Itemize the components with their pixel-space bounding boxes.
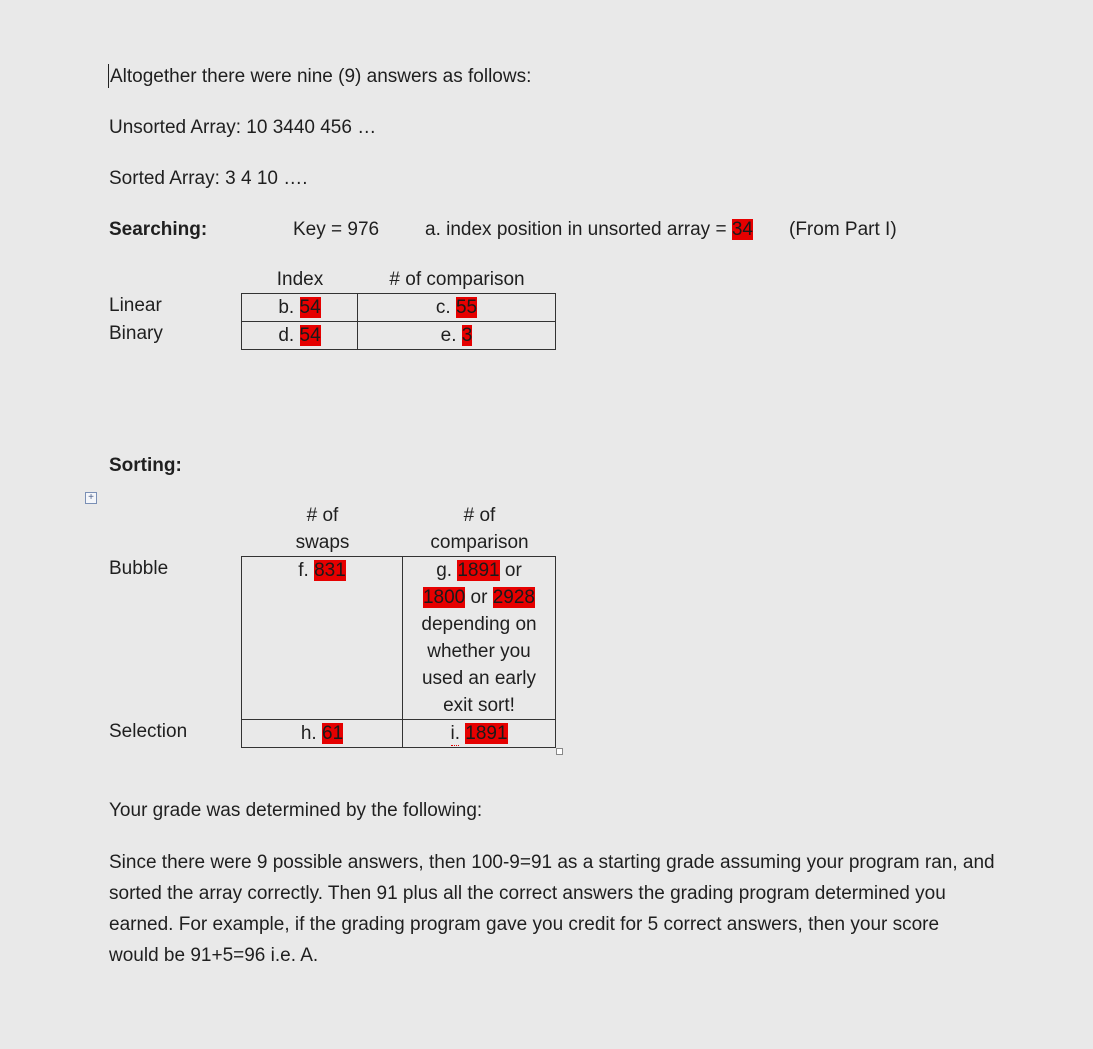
- grade-line-1: Since there were 9 possible answers, then 100-9=91 as a starting grade assuming your program ran, and: [109, 852, 995, 873]
- answer-g-line1: [403, 557, 555, 584]
- answer-g-cell: [403, 557, 556, 720]
- answer-c-prefix: c.: [435, 297, 451, 318]
- spellcheck-squiggle: [451, 742, 459, 746]
- answer-d-prefix: d.: [278, 325, 295, 346]
- answer-f-prefix: f.: [298, 560, 309, 581]
- answer-g-or1: or: [504, 560, 522, 581]
- sorted-array-text: Sorted Array: 3 4 10 ….: [109, 168, 308, 189]
- answer-i-value: 1891: [465, 723, 508, 744]
- row-label-bubble: Bubble: [109, 558, 169, 579]
- table-move-icon[interactable]: +: [85, 492, 97, 504]
- answer-g-prefix: g.: [436, 560, 453, 581]
- intro-text: Altogether there were nine (9) answers as follows:: [110, 66, 532, 87]
- answer-a-value: 34: [731, 219, 753, 240]
- table-row: [242, 720, 556, 748]
- sort-col-swaps-line1: # of: [306, 505, 339, 526]
- grade-paragraph: [109, 847, 1059, 971]
- answer-g-value2: 1800: [422, 587, 466, 608]
- answer-e-prefix: e.: [440, 325, 457, 346]
- answer-i-prefix: i.: [450, 723, 460, 744]
- answer-e-value: 3: [461, 325, 473, 346]
- text-cursor: [108, 64, 109, 88]
- answer-g-note2: whether you: [427, 641, 531, 662]
- grade-line-2: sorted the array correctly. Then 91 plus all the correct answers the grading program determined you: [109, 883, 946, 904]
- answer-a-note: (From Part I): [789, 219, 897, 240]
- answer-f-cell: [242, 557, 403, 720]
- row-label-binary: Binary: [109, 323, 163, 344]
- answer-h-value: 61: [322, 723, 344, 744]
- answer-h-prefix: h.: [300, 723, 317, 744]
- sort-table: [241, 556, 556, 748]
- answer-i-cell: [403, 720, 556, 748]
- answer-g-note4: exit sort!: [443, 695, 515, 716]
- sort-col-comparison: [403, 502, 556, 556]
- answer-g-line2: [403, 584, 555, 611]
- answer-g-note1: depending on: [421, 614, 537, 635]
- search-key: Key = 976: [293, 219, 380, 240]
- table-row: [242, 294, 556, 322]
- search-col-index: Index: [276, 269, 324, 290]
- answer-g-value1: 1891: [457, 560, 500, 581]
- grade-line-3: earned. For example, if the grading program gave you credit for 5 correct answers, then your score: [109, 914, 940, 935]
- answer-a-prefix: a. index position in unsorted array =: [425, 219, 732, 240]
- sort-col-comp-line1: # of: [463, 505, 496, 526]
- sort-col-swaps-line2: swaps: [295, 532, 350, 553]
- grade-line-4: would be 91+5=96 i.e. A.: [109, 945, 319, 966]
- answer-d-cell: [242, 322, 358, 350]
- table-row: [242, 322, 556, 350]
- answer-d-value: 54: [299, 325, 321, 346]
- row-label-selection: Selection: [109, 721, 188, 742]
- answer-g-note3: used an early: [421, 668, 537, 689]
- searching-heading: Searching:: [109, 219, 208, 240]
- sorting-heading: Sorting:: [109, 455, 182, 476]
- answer-a: [425, 219, 753, 241]
- answer-c-value: 55: [455, 297, 478, 318]
- table-resize-handle[interactable]: [556, 748, 563, 755]
- search-col-comparison: # of comparison: [389, 269, 525, 290]
- answer-g-value3: 2928: [492, 587, 536, 608]
- unsorted-array-text: Unsorted Array: 10 3440 456 …: [109, 117, 377, 138]
- sort-col-comp-line2: comparison: [430, 532, 529, 553]
- answer-g-or2: or: [470, 587, 488, 608]
- answer-h-cell: [242, 720, 403, 748]
- grade-heading: Your grade was determined by the following:: [109, 800, 483, 821]
- answer-f-value: 831: [314, 560, 346, 581]
- answer-b-cell: [242, 294, 358, 322]
- answer-e-cell: [358, 322, 556, 350]
- answer-b-prefix: b.: [278, 297, 295, 318]
- table-row: [242, 557, 556, 720]
- sort-col-swaps: [242, 502, 403, 556]
- answer-c-cell: [358, 294, 556, 322]
- row-label-linear: Linear: [109, 295, 162, 316]
- search-table: [241, 293, 556, 350]
- answer-b-value: 54: [299, 297, 321, 318]
